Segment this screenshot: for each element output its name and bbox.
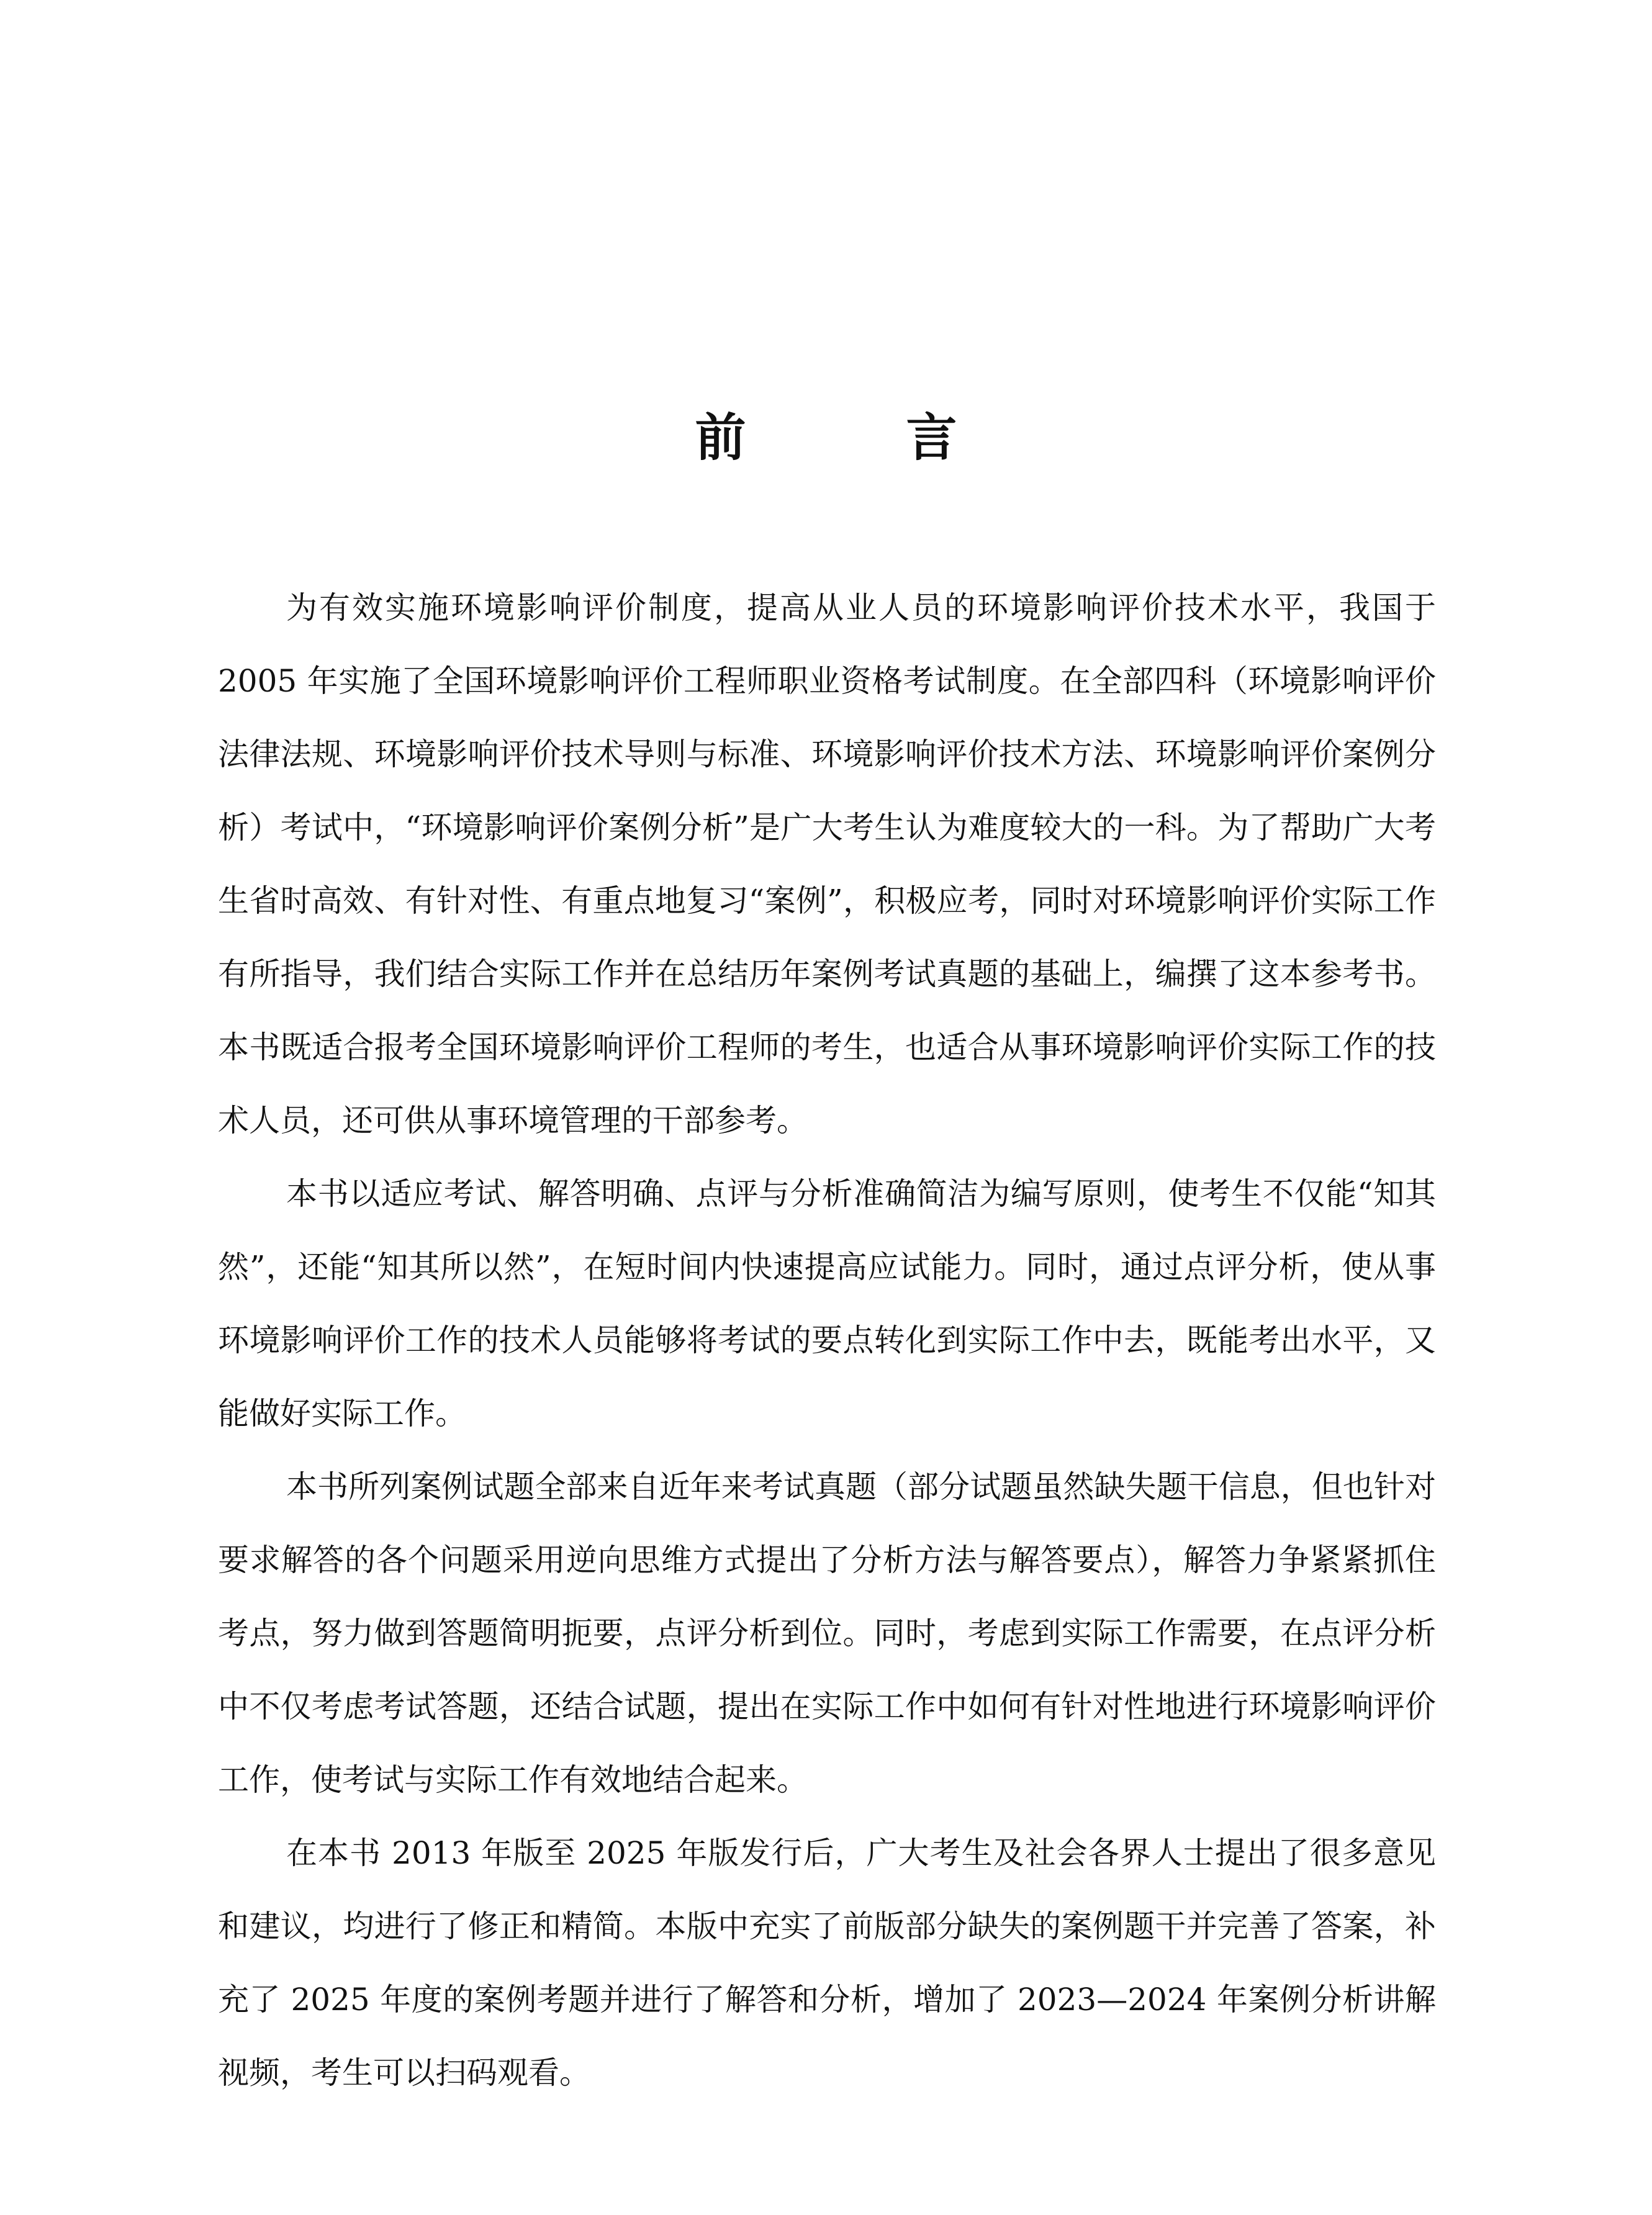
preface-body	[218, 571, 1436, 2109]
page-title: 前 言	[695, 407, 1012, 467]
preface-paragraph-1: 为有效实施环境影响评价制度，提高从业人员的环境影响评价技术水平，我国于 2005 年实施了全国环境影响评价工程师职业资格考试制度。在全部四科（环境影响评价法律法规、环境影响评价技术导则与标准、环境影响评价技术方法、环境影响评价案例分析）考试中，“环境影响评价案例分析”是广大考生认为难度较大的一科。为了帮助广大考生省时高效、有针对性、有重点地复习“案例”，积极应考，同时对环境影响评价实际工作有所指导，我们结合实际工作并在总结历年案例考试真题的基础上，编撰了这本参考书。本书既适合报考全国环境影响评价工程师的考生，也适合从事环境影响评价实际工作的技术人员，还可供从事环境管理的干部参考。	[218, 590, 1436, 1139]
preface-paragraph-2: 本书以适应考试、解答明确、点评与分析准确简洁为编写原则，使考生不仅能“知其然”，还能“知其所以然”，在短时间内快速提高应试能力。同时，通过点评分析，使从事环境影响评价工作的技术人员能够将考试的要点转化到实际工作中去，既能考出水平，又能做好实际工作。	[218, 1176, 1436, 1432]
preface-paragraph-3: 本书所列案例试题全部来自近年来考试真题（部分试题虽然缺失题干信息，但也针对要求解答的各个问题采用逆向思维方式提出了分析方法与解答要点），解答力争紧紧抓住考点，努力做到答题简明扼要，点评分析到位。同时，考虑到实际工作需要，在点评分析中不仅考虑考试答题，还结合试题，提出在实际工作中如何有针对性地进行环境影响评价工作，使考试与实际工作有效地结合起来。	[218, 1469, 1436, 1798]
preface-paragraph-4: 在本书 2013 年版至 2025 年版发行后，广大考生及社会各界人士提出了很多意见和建议，均进行了修正和精简。本版中充实了前版部分缺失的案例题干并完善了答案，补充了 2025 年度的案例考题并进行了解答和分析，增加了 2023—2024 年案例分析讲解视频，考生可以扫码观看。	[218, 1835, 1436, 2091]
